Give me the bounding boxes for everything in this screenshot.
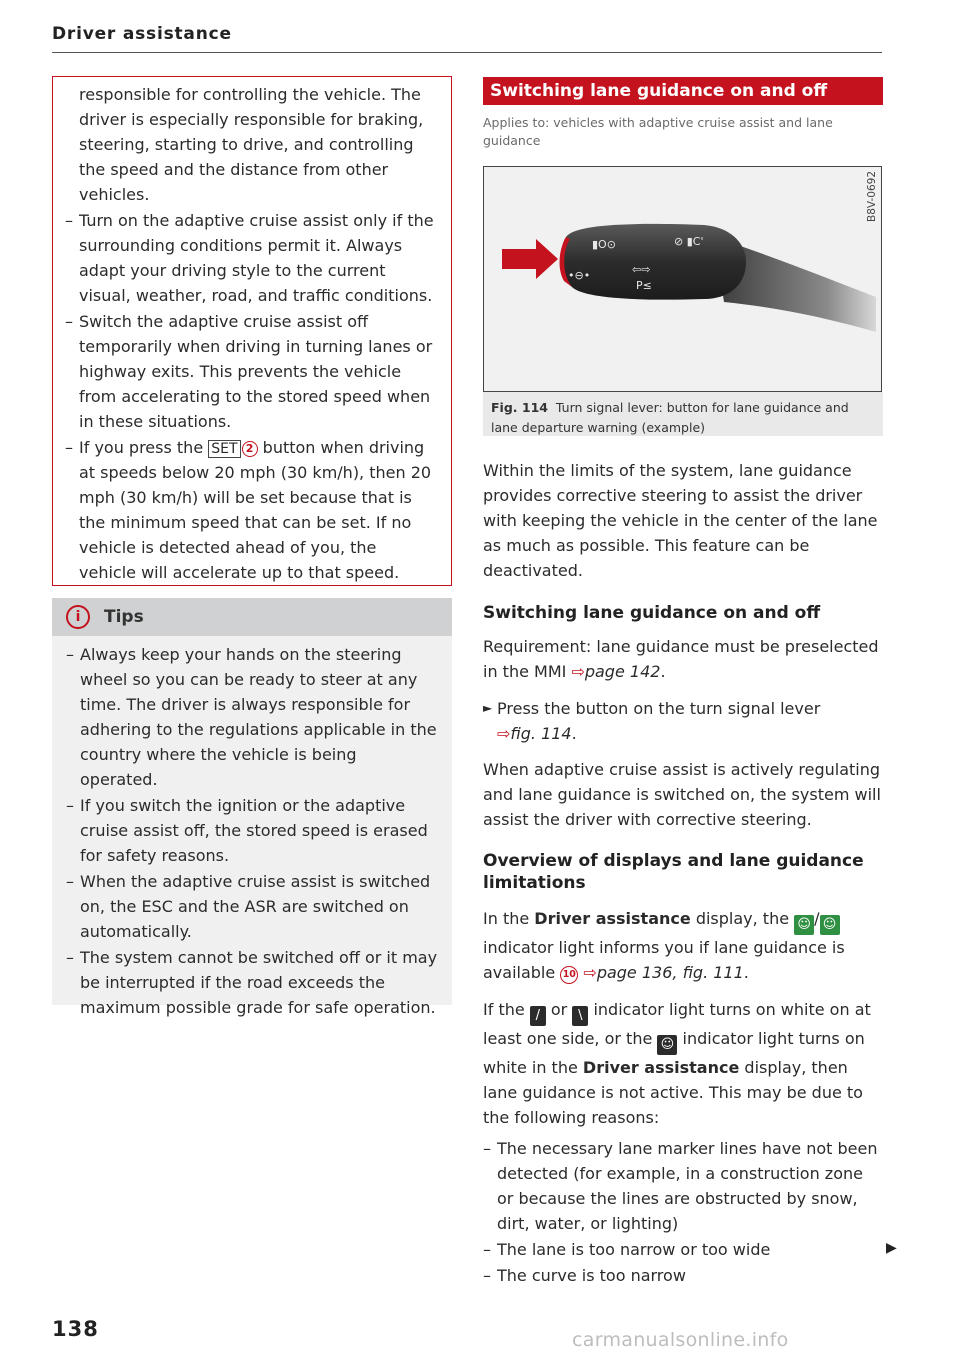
page-header [52, 24, 882, 53]
tips-header [52, 598, 452, 636]
figure-reference[interactable]: ⇨fig. 114 [497, 724, 572, 743]
lever-symbol: P≤ [636, 279, 652, 292]
warning-item: – Switch the adaptive cruise assist off temporarily when driving in turning lanes or highway exits. This prevents the vehicle from accelerating to the stored speed when in these situations. [65, 312, 433, 431]
figure [483, 166, 883, 436]
reason-item: – The necessary lane marker lines have not been detected (for example, in a construction zone or because the lines are obstructed by snow, dirt, water, or lighting) [483, 1139, 878, 1233]
reason-item: – The curve is too narrow [483, 1266, 686, 1285]
lane-guidance-off-icon: ☺ [657, 1035, 677, 1055]
lever-symbol: ▮O⊙ [592, 238, 616, 251]
applies-to: Applies to: vehicles with adaptive cruise assist and lane guidance [483, 115, 833, 148]
page-reference[interactable]: ⇨page 136, fig. 111 [583, 963, 744, 982]
figure-code: B8V-0692 [866, 171, 878, 222]
callout-number: 10 [560, 966, 578, 984]
reasons-list [483, 1136, 883, 1288]
warning-item: – Turn on the adaptive cruise assist only if the surrounding conditions permit it. Always adapt your driving style to the current visual, weather, road, and traffic conditions. [65, 211, 434, 305]
paragraph: If the / or \ indicator light turns on white on at least one side, or the ☺ indicator light turns on white in the Driver assistance display, then lane guidance is not active. This may be due to the following reasons: [483, 1000, 871, 1127]
lever-drawing [484, 167, 881, 391]
lane-guidance-ready-icon: ☺ [820, 915, 840, 935]
step-triangle-icon: ► [483, 701, 493, 715]
lever-symbol: ⊘ ▮C' [674, 235, 704, 248]
set-key: SET [208, 440, 240, 458]
turn-signal-lever-illustration [483, 166, 882, 392]
figure-label: Fig. 114 [491, 400, 548, 415]
section-title: Switching lane guidance on and off [483, 77, 883, 105]
lever-symbol: ⇦⇨ [632, 263, 651, 276]
right-column [483, 77, 883, 1288]
info-icon: i [66, 605, 90, 629]
pointer-arrow-icon [502, 239, 558, 279]
left-lane-line-icon: / [530, 1006, 546, 1026]
paragraph: Within the limits of the system, lane guidance provides corrective steering to assist the driver with keeping the vehicle in the center of the lane as much as possible. This feature can be deactivated. [483, 461, 878, 580]
figure-caption-text: Turn signal lever: button for lane guidance and lane departure warning (example) [491, 400, 849, 435]
callout-number: 2 [242, 441, 258, 457]
tips-body [52, 636, 452, 1017]
tip-item: – The system cannot be switched off or it may be interrupted if the road exceeds the maximum possible grade for safe operation. [66, 948, 438, 1017]
subheading: Switching lane guidance on and off [483, 603, 821, 623]
warning-intro: responsible for controlling the vehicle. The driver is especially responsible for braking, steering, starting to drive, and controlling the speed and the distance from other vehicles. [79, 85, 424, 204]
reason-item: – The lane is too narrow or too wide [483, 1240, 771, 1259]
instruction-step: ► Press the button on the turn signal lever ⇨fig. 114. [483, 696, 883, 746]
paragraph: When adaptive cruise assist is actively regulating and lane guidance is switched on, the system will assist the driver with corrective steering. [483, 760, 881, 829]
warning-item: – If you press the SET 2 button when driving at speeds below 20 mph (30 km/h), then 20 mph (30 km/h) will be set because that is the minimum speed that can be set. If no vehicle is detected ahead of you, the vehicle will accelerate up to that speed. [65, 438, 432, 582]
header-title: Driver assistance [52, 24, 232, 44]
warning-box [52, 76, 452, 586]
warning-list [65, 208, 437, 585]
watermark: carmanualsonline.info [572, 1329, 789, 1351]
tips-list [66, 642, 438, 1020]
tip-item: – Always keep your hands on the steering wheel so you can be ready to steer at any time. The driver is always responsible for adhering to the regulations applicable in the country where the vehicle is being operated. [66, 645, 437, 789]
continue-arrow-icon: ▶ [886, 1240, 897, 1256]
tip-item: – When the adaptive cruise assist is switched on, the ESC and the ASR are switched on automatically. [66, 872, 431, 941]
paragraph: In the Driver assistance display, the ☺ / ☺ indicator light informs you if lane guidance is available 10 ⇨page 136, fig. 111. [483, 909, 845, 982]
page-reference[interactable]: ⇨page 142 [571, 662, 661, 681]
lane-guidance-active-icon: ☺ [794, 915, 814, 935]
right-lane-line-icon: \ [572, 1006, 588, 1026]
paragraph: Requirement: lane guidance must be preselected in the MMI ⇨page 142. [483, 637, 879, 681]
lever-symbol: •⊖• [568, 269, 591, 282]
tips-title: Tips [104, 607, 144, 627]
left-column [52, 76, 452, 1017]
subheading: Overview of displays and lane guidance limitations [483, 851, 864, 893]
tip-item: – If you switch the ignition or the adaptive cruise assist off, the stored speed is erased for safety reasons. [66, 796, 428, 865]
figure-caption [483, 392, 883, 436]
page-number: 138 [52, 1317, 99, 1341]
